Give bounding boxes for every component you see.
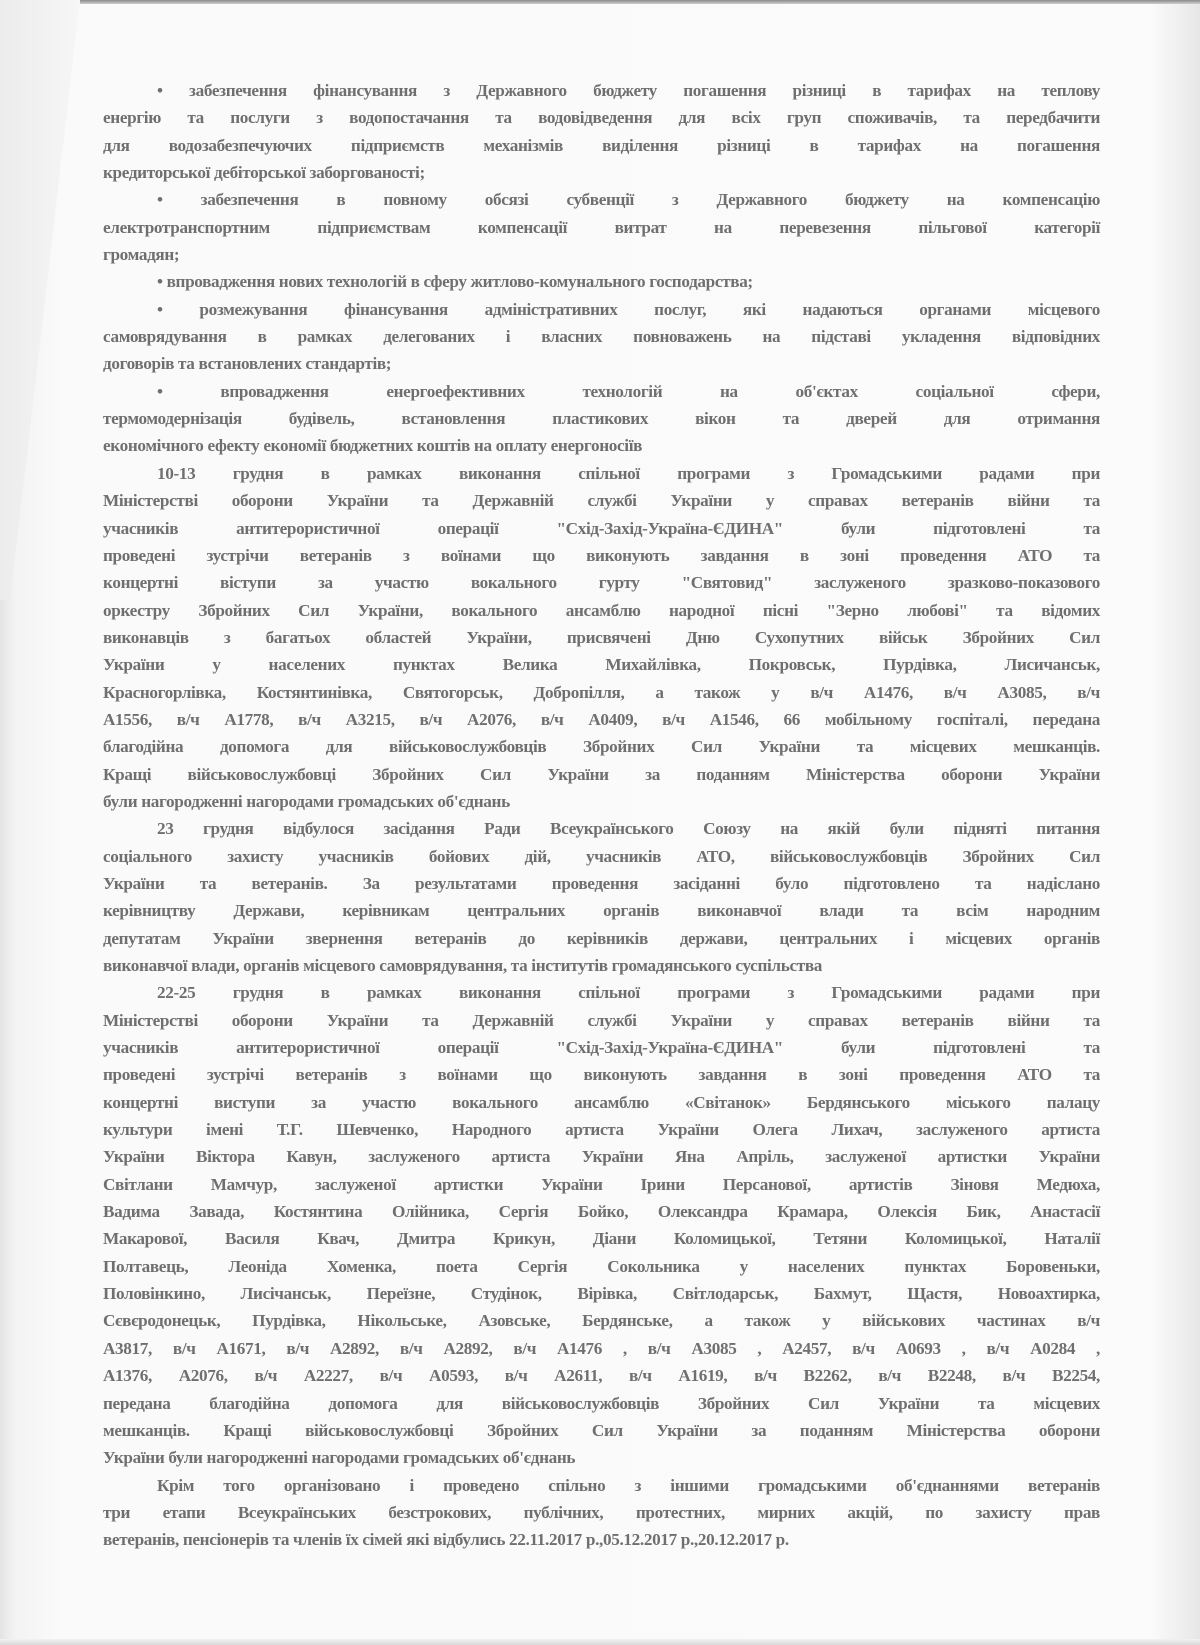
text-line: проведені зустрічі ветеранів з воїнами що виконують завдання в зоні проведення АТО та xyxy=(103,1065,1100,1085)
paragraph xyxy=(103,1472,1100,1554)
paragraph xyxy=(103,460,1100,815)
text-line: А1376, А2076, в/ч А2227, в/ч А0593, в/ч А2611, в/ч А1619, в/ч В2262, в/ч В2248, в/ч В2254, xyxy=(103,1366,1100,1386)
text-line: концертні віступи за участю вокального гурту "Святовид" заслуженого зразково-показового xyxy=(103,573,1100,593)
text-line: енергію та послуги з водопостачання та водовідведення для всіх груп споживачів, та передбачити xyxy=(103,108,1100,128)
text-line: учасників антитерористичної операції "Схід-Захід-Україна-ЄДИНА" були підготовлені та xyxy=(103,518,1100,538)
text-line: Міністерстві оборони України та Державній службі України у справах ветеранів війни та xyxy=(103,1010,1100,1030)
text-line: 23 грудня відбулося засідання Ради Всеукраїнського Союзу на якій були підняті питання xyxy=(157,819,1100,839)
text-line: кредиторської дебіторської заборгованості; xyxy=(103,163,425,183)
text-line: Світлани Мамчур, заслуженої артистки України Ірини Персанової, артистів Зіновя Медюха, xyxy=(103,1174,1100,1194)
text-line: були нагородженні нагородами громадських об'єднань xyxy=(103,791,510,811)
text-line: • забезпечення фінансування з Державного бюджету погашення різниці в тарифах на теплову xyxy=(157,81,1100,100)
text-line: концертні виступи за участю вокального ансамблю «Світанок» Бердянського міського палацу xyxy=(103,1092,1100,1112)
text-line: А1556, в/ч А1778, в/ч А3215, в/ч А2076, в/ч А0409, в/ч А1546, 66 мобільному госпіталі, передана xyxy=(103,709,1100,729)
text-line: Макарової, Василя Квач, Дмитра Крикун, Діани Коломицької, Тетяни Коломицької, Наталії xyxy=(103,1229,1100,1249)
text-line: 10-13 грудня в рамках виконання спільної програми з Громадськими радами при xyxy=(157,463,1100,483)
text-line: • впровадження енергоефективних технологій на об'єктах соціальної сфери, xyxy=(157,381,1100,401)
page-fold-shadow xyxy=(0,0,80,1645)
text-line: мешканців. Кращі військовослужбовці Збройних Сил України за поданням Міністерства оборони xyxy=(103,1420,1100,1440)
text-line: культури імені Т.Г. Шевченко, Народного артиста України Олега Лихач, заслуженого артиста xyxy=(103,1120,1100,1140)
text-line: • впровадження нових технологій в сферу житлово-комунального господарства; xyxy=(157,272,753,292)
text-line: благодійна допомога для військовослужбовців Збройних Сил України та місцевих мешканців. xyxy=(103,737,1100,757)
text-line: учасників антитерористичної операції "Схід-Захід-Україна-ЄДИНА" були підготовлені та xyxy=(103,1038,1100,1058)
text-line: України Віктора Кавун, заслуженого артиста України Яна Апріль, заслуженої артистки України xyxy=(103,1147,1100,1167)
text-line: ветеранів, пенсіонерів та членів їх сімей які відбулись 22.11.2017 р.,05.12.2017 р.,20.12.2017 р. xyxy=(103,1530,789,1550)
text-line: Міністерстві оборони України та Державній службі України у справах ветеранів війни та xyxy=(103,491,1100,511)
text-line: виконавчої влади, органів місцевого самоврядування, та інститутів громадянського суспільства xyxy=(103,956,822,975)
text-line: Крім того організовано і проведено спільно з іншими громадськими об'єднаннями ветеранів xyxy=(157,1475,1100,1495)
text-line: А3817, в/ч А1671, в/ч А2892, в/ч А2892, в/ч А1476 , в/ч А3085 , А2457, в/ч А0693 , в/ч А0284 , xyxy=(103,1338,1100,1358)
paragraph xyxy=(103,186,1100,268)
text-line: три етапи Всеукраїнських безстрокових, публічних, протестних, мирних акцій, по захисту прав xyxy=(103,1502,1100,1522)
text-line: Полтавець, Леоніда Хоменка, поета Сергія Сокольника у населених пунктах Боровеньки, xyxy=(103,1256,1100,1276)
text-line: самоврядування в рамках делегованих і власних повноважень на підставі укладення відповідних xyxy=(103,327,1100,347)
text-line: для водозабезпечуючих підприємств механізмів виділення різниці в тарифах на погашення xyxy=(103,135,1100,155)
text-line: України та ветеранів. За результатами проведення засіданні було підготовлено та надіслано xyxy=(103,873,1100,893)
text-line: економічного ефекту економії бюджетних коштів на оплату енергоносіїв xyxy=(103,436,643,456)
text-line: термомодернізація будівель, встановлення пластикових вікон та дверей для отримання xyxy=(103,409,1100,429)
text-line: України у населених пунктах Велика Михайлівка, Покровськ, Пурдівка, Лисичанськ, xyxy=(103,655,1100,675)
text-line: громадян; xyxy=(103,245,180,265)
paragraph xyxy=(103,378,1100,460)
text-line: виконавців з багатьох областей України, присвячені Дню Сухопутних військ Збройних Сил xyxy=(103,627,1100,647)
text-line: оркестру Збройних Сил України, вокального ансамблю народної пісні "Зерно любові" та відомих xyxy=(103,600,1100,620)
text-line: Кращі військовослужбовці Збройних Сил України за поданням Міністерства оборони України xyxy=(103,764,1100,784)
paragraph xyxy=(103,296,1100,378)
text-line: передана благодійна допомога для військовослужбовців Збройних Сил України та місцевих xyxy=(103,1393,1100,1413)
page-top-edge xyxy=(80,0,1200,4)
text-line: керівництву Держави, керівникам центральних органів виконавчої влади та всім народним xyxy=(103,901,1100,921)
text-line: Половінкино, Лисічанськ, Переїзне, Студінок, Вірівка, Світлодарськ, Бахмут, Щастя, Новоахтирка, xyxy=(103,1284,1100,1304)
document-body xyxy=(103,77,1100,1554)
text-line: України були нагородженні нагородами громадських об'єднань xyxy=(103,1448,576,1468)
text-line: Сєвєродонецьк, Пурдівка, Нікольське, Азовське, Бердянське, а також у військових частинах в/ч xyxy=(103,1311,1100,1331)
text-line: 22-25 грудня в рамках виконання спільної програми з Громадськими радами при xyxy=(157,983,1100,1003)
text-line: • розмежування фінансування адміністративних послуг, які надаються органами місцевого xyxy=(157,299,1100,319)
text-line: соціального захисту учасників бойових дій, учасників АТО, військовослужбовців Збройних Сил xyxy=(103,846,1100,866)
text-line: проведені зустрічи ветеранів з воїнами що виконують завдання в зоні проведення АТО та xyxy=(103,545,1100,565)
paragraph xyxy=(103,815,1100,979)
text-line: • забезпечення в повному обсязі субвенції з Державного бюджету на компенсацію xyxy=(157,190,1100,210)
text-line: договорів та встановлених стандартів; xyxy=(103,354,392,374)
paragraph xyxy=(103,77,1100,186)
text-line: Вадима Завада, Костянтина Олійника, Сергія Бойко, Олександра Крамара, Олексія Бик, Анастасії xyxy=(103,1202,1100,1222)
page-bottom-edge xyxy=(0,1639,1200,1645)
text-line: депутатам України звернення ветеранів до керівників держави, центральних і місцевих органів xyxy=(103,928,1100,948)
text-line: електротранспортним підприємствам компенсації витрат на перевезення пільгової категорії xyxy=(103,217,1100,237)
text-line: Красногорлівка, Костянтинівка, Святогорськ, Добропілля, а також у в/ч А1476, в/ч А3085, в/ч xyxy=(103,682,1100,702)
paragraph xyxy=(103,979,1100,1471)
paragraph xyxy=(103,268,1100,295)
